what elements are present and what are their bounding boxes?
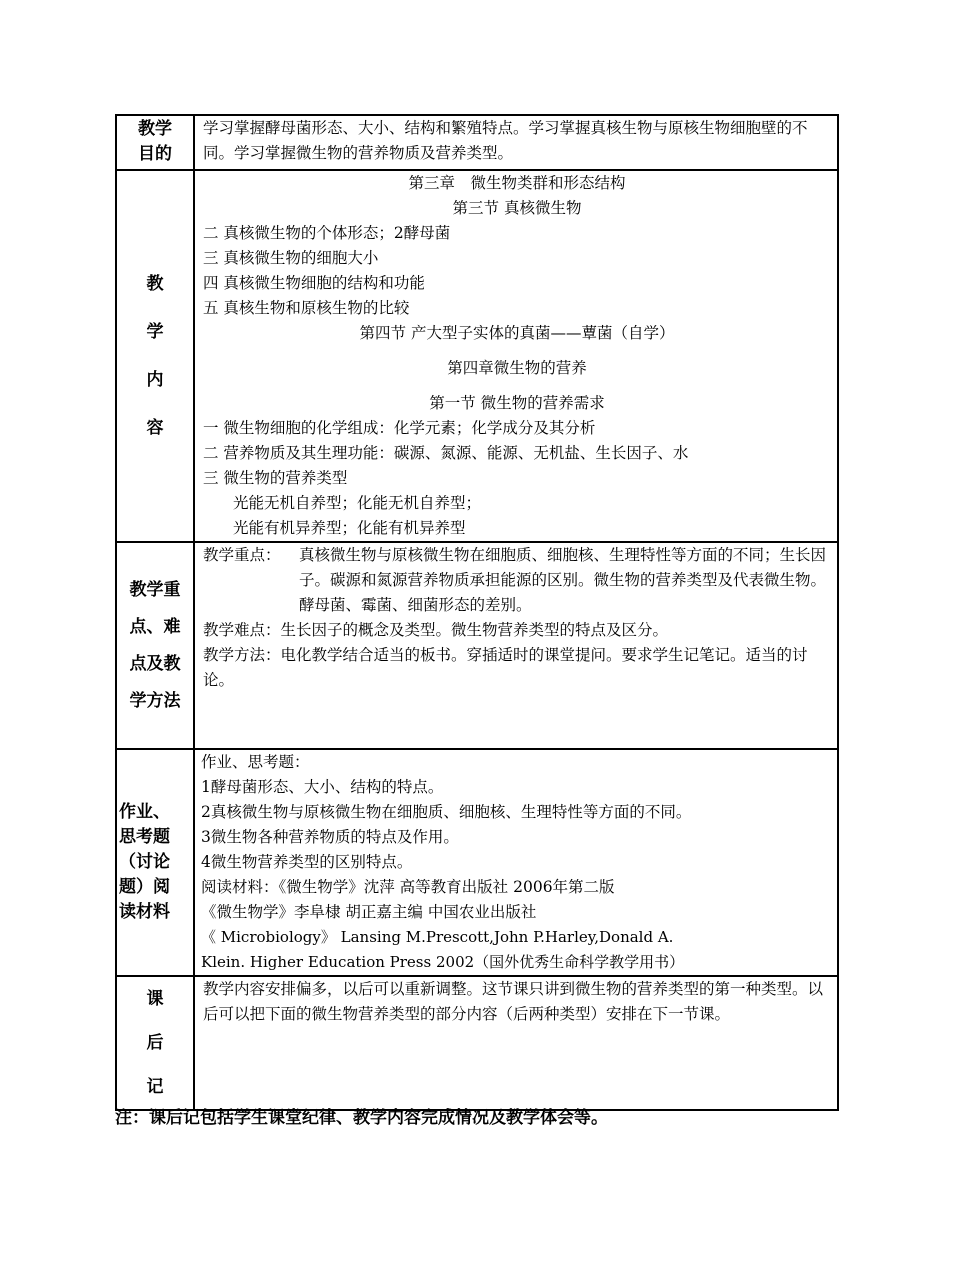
homework-label-line: （讨论 bbox=[119, 852, 170, 872]
keypoints-cell bbox=[194, 542, 838, 749]
content-item: 三 真核微生物的细胞大小 bbox=[203, 249, 379, 267]
teaching-focus-text: 真核微生物与原核微生物在细胞质、细胞核、生理特性等方面的不同；生长因子。碳源和氮源营养物质承担能源的区别。微生物的营养类型及代表微生物。酵母菌、霉菌、细菌形态的差别。 bbox=[299, 546, 827, 614]
teaching-focus bbox=[203, 543, 831, 618]
homework-line: 2真核微生物与原核微生物在细胞质、细胞核、生理特性等方面的不同。 bbox=[201, 803, 692, 821]
homework-label-line: 题）阅 bbox=[119, 877, 170, 897]
teaching-difficulty: 教学难点：生长因子的概念及类型。微生物营养类型的特点及区分。 bbox=[203, 621, 669, 639]
postscript-label-char: 课 bbox=[146, 989, 164, 1009]
keypoints-label-line: 学方法 bbox=[129, 690, 181, 711]
homework-label bbox=[116, 749, 194, 976]
objectives-text: 学习掌握酵母菌形态、大小、结构和繁殖特点。学习掌握真核生物与原核生物细胞壁的不同。学习掌握微生物的营养物质及营养类型。 bbox=[203, 119, 808, 162]
objectives-row bbox=[116, 115, 838, 170]
section-4-title: 第四节 产大型子实体的真菌——蕈菌（自学） bbox=[359, 324, 675, 342]
content-item: 三 微生物的营养类型 bbox=[203, 469, 348, 487]
content-item: 二 真核微生物的个体形态；2酵母菌 bbox=[203, 224, 451, 242]
content-item: 四 真核微生物细胞的结构和功能 bbox=[203, 274, 425, 292]
keypoints-label-line: 教学重 bbox=[129, 579, 181, 600]
content-item: 一 微生物细胞的化学组成：化学元素；化学成分及其分析 bbox=[203, 419, 596, 437]
keypoints-label-line: 点、难 bbox=[129, 616, 181, 637]
homework-line: 作业、思考题： bbox=[201, 753, 310, 771]
homework-cell bbox=[194, 749, 838, 976]
content-row bbox=[116, 170, 838, 542]
homework-line: 3微生物各种营养物质的特点及作用。 bbox=[201, 828, 459, 846]
homework-line: 《 Microbiology》 Lansing M.Prescott,John P.Harley,Donald A. bbox=[201, 928, 674, 946]
homework-line: Klein. Higher Education Press 2002（国外优秀生命科学教学用书） bbox=[201, 953, 685, 971]
objectives-cell bbox=[194, 115, 838, 170]
keypoints-row bbox=[116, 542, 838, 749]
content-label-char-4: 容 bbox=[146, 418, 164, 438]
homework-line: 1酵母菌形态、大小、结构的特点。 bbox=[201, 778, 444, 796]
content-item: 五 真核生物和原核生物的比较 bbox=[203, 299, 410, 317]
nutrition-types-line-2: 光能有机异养型；化能有机异养型 bbox=[233, 519, 466, 537]
homework-line: 阅读材料：《微生物学》沈萍 高等教育出版社 2006年第二版 bbox=[201, 878, 615, 896]
teaching-method: 教学方法：电化教学结合适当的板书。穿插适时的课堂提问。要求学生记笔记。适当的讨论。 bbox=[203, 646, 808, 689]
homework-row bbox=[116, 749, 838, 976]
keypoints-label bbox=[116, 542, 194, 749]
postscript-cell bbox=[194, 976, 838, 1110]
homework-label-line: 读材料 bbox=[119, 902, 170, 922]
objectives-label-line-2: 目的 bbox=[138, 144, 172, 164]
homework-line: 《微生物学》李阜棣 胡正嘉主编 中国农业出版社 bbox=[201, 903, 537, 921]
postscript-label bbox=[116, 976, 194, 1110]
homework-label-line: 作业、 bbox=[119, 802, 170, 822]
teaching-focus-label: 教学重点： bbox=[203, 546, 281, 564]
footnote: 注：课后记包括学生课堂纪律、教学内容完成情况及教学体会等。 bbox=[115, 1108, 608, 1128]
postscript-text: 教学内容安排偏多，以后可以重新调整。这节课只讲到微生物的营养类型的第一种类型。以后可以把下面的微生物营养类型的部分内容（后两种类型）安排在下一节课。 bbox=[203, 980, 824, 1023]
content-label-char-2: 学 bbox=[146, 322, 164, 342]
content-label-char-3: 内 bbox=[146, 370, 164, 390]
section-1-title: 第一节 微生物的营养需求 bbox=[429, 394, 605, 412]
postscript-label-char: 后 bbox=[146, 1033, 164, 1053]
postscript-row bbox=[116, 976, 838, 1110]
postscript-label-char: 记 bbox=[146, 1077, 164, 1097]
section-3-title: 第三节 真核微生物 bbox=[452, 199, 582, 217]
lesson-plan-table bbox=[115, 114, 839, 1111]
nutrition-types-line-1: 光能无机自养型；化能无机自养型； bbox=[233, 494, 482, 512]
keypoints-label-line: 点及教 bbox=[129, 653, 181, 674]
chapter-3-title: 第三章 微生物类群和形态结构 bbox=[408, 174, 626, 192]
content-item: 二 营养物质及其生理功能：碳源、氮源、能源、无机盐、生长因子、水 bbox=[203, 444, 689, 462]
content-cell bbox=[194, 170, 838, 542]
objectives-label bbox=[116, 115, 194, 170]
homework-line: 4微生物营养类型的区别特点。 bbox=[201, 853, 413, 871]
objectives-label-line-1: 教学 bbox=[138, 119, 172, 139]
content-label-char-1: 教 bbox=[146, 274, 164, 294]
content-label bbox=[116, 170, 194, 542]
homework-label-line: 思考题 bbox=[119, 827, 170, 847]
chapter-4-title: 第四章微生物的营养 bbox=[447, 359, 587, 377]
